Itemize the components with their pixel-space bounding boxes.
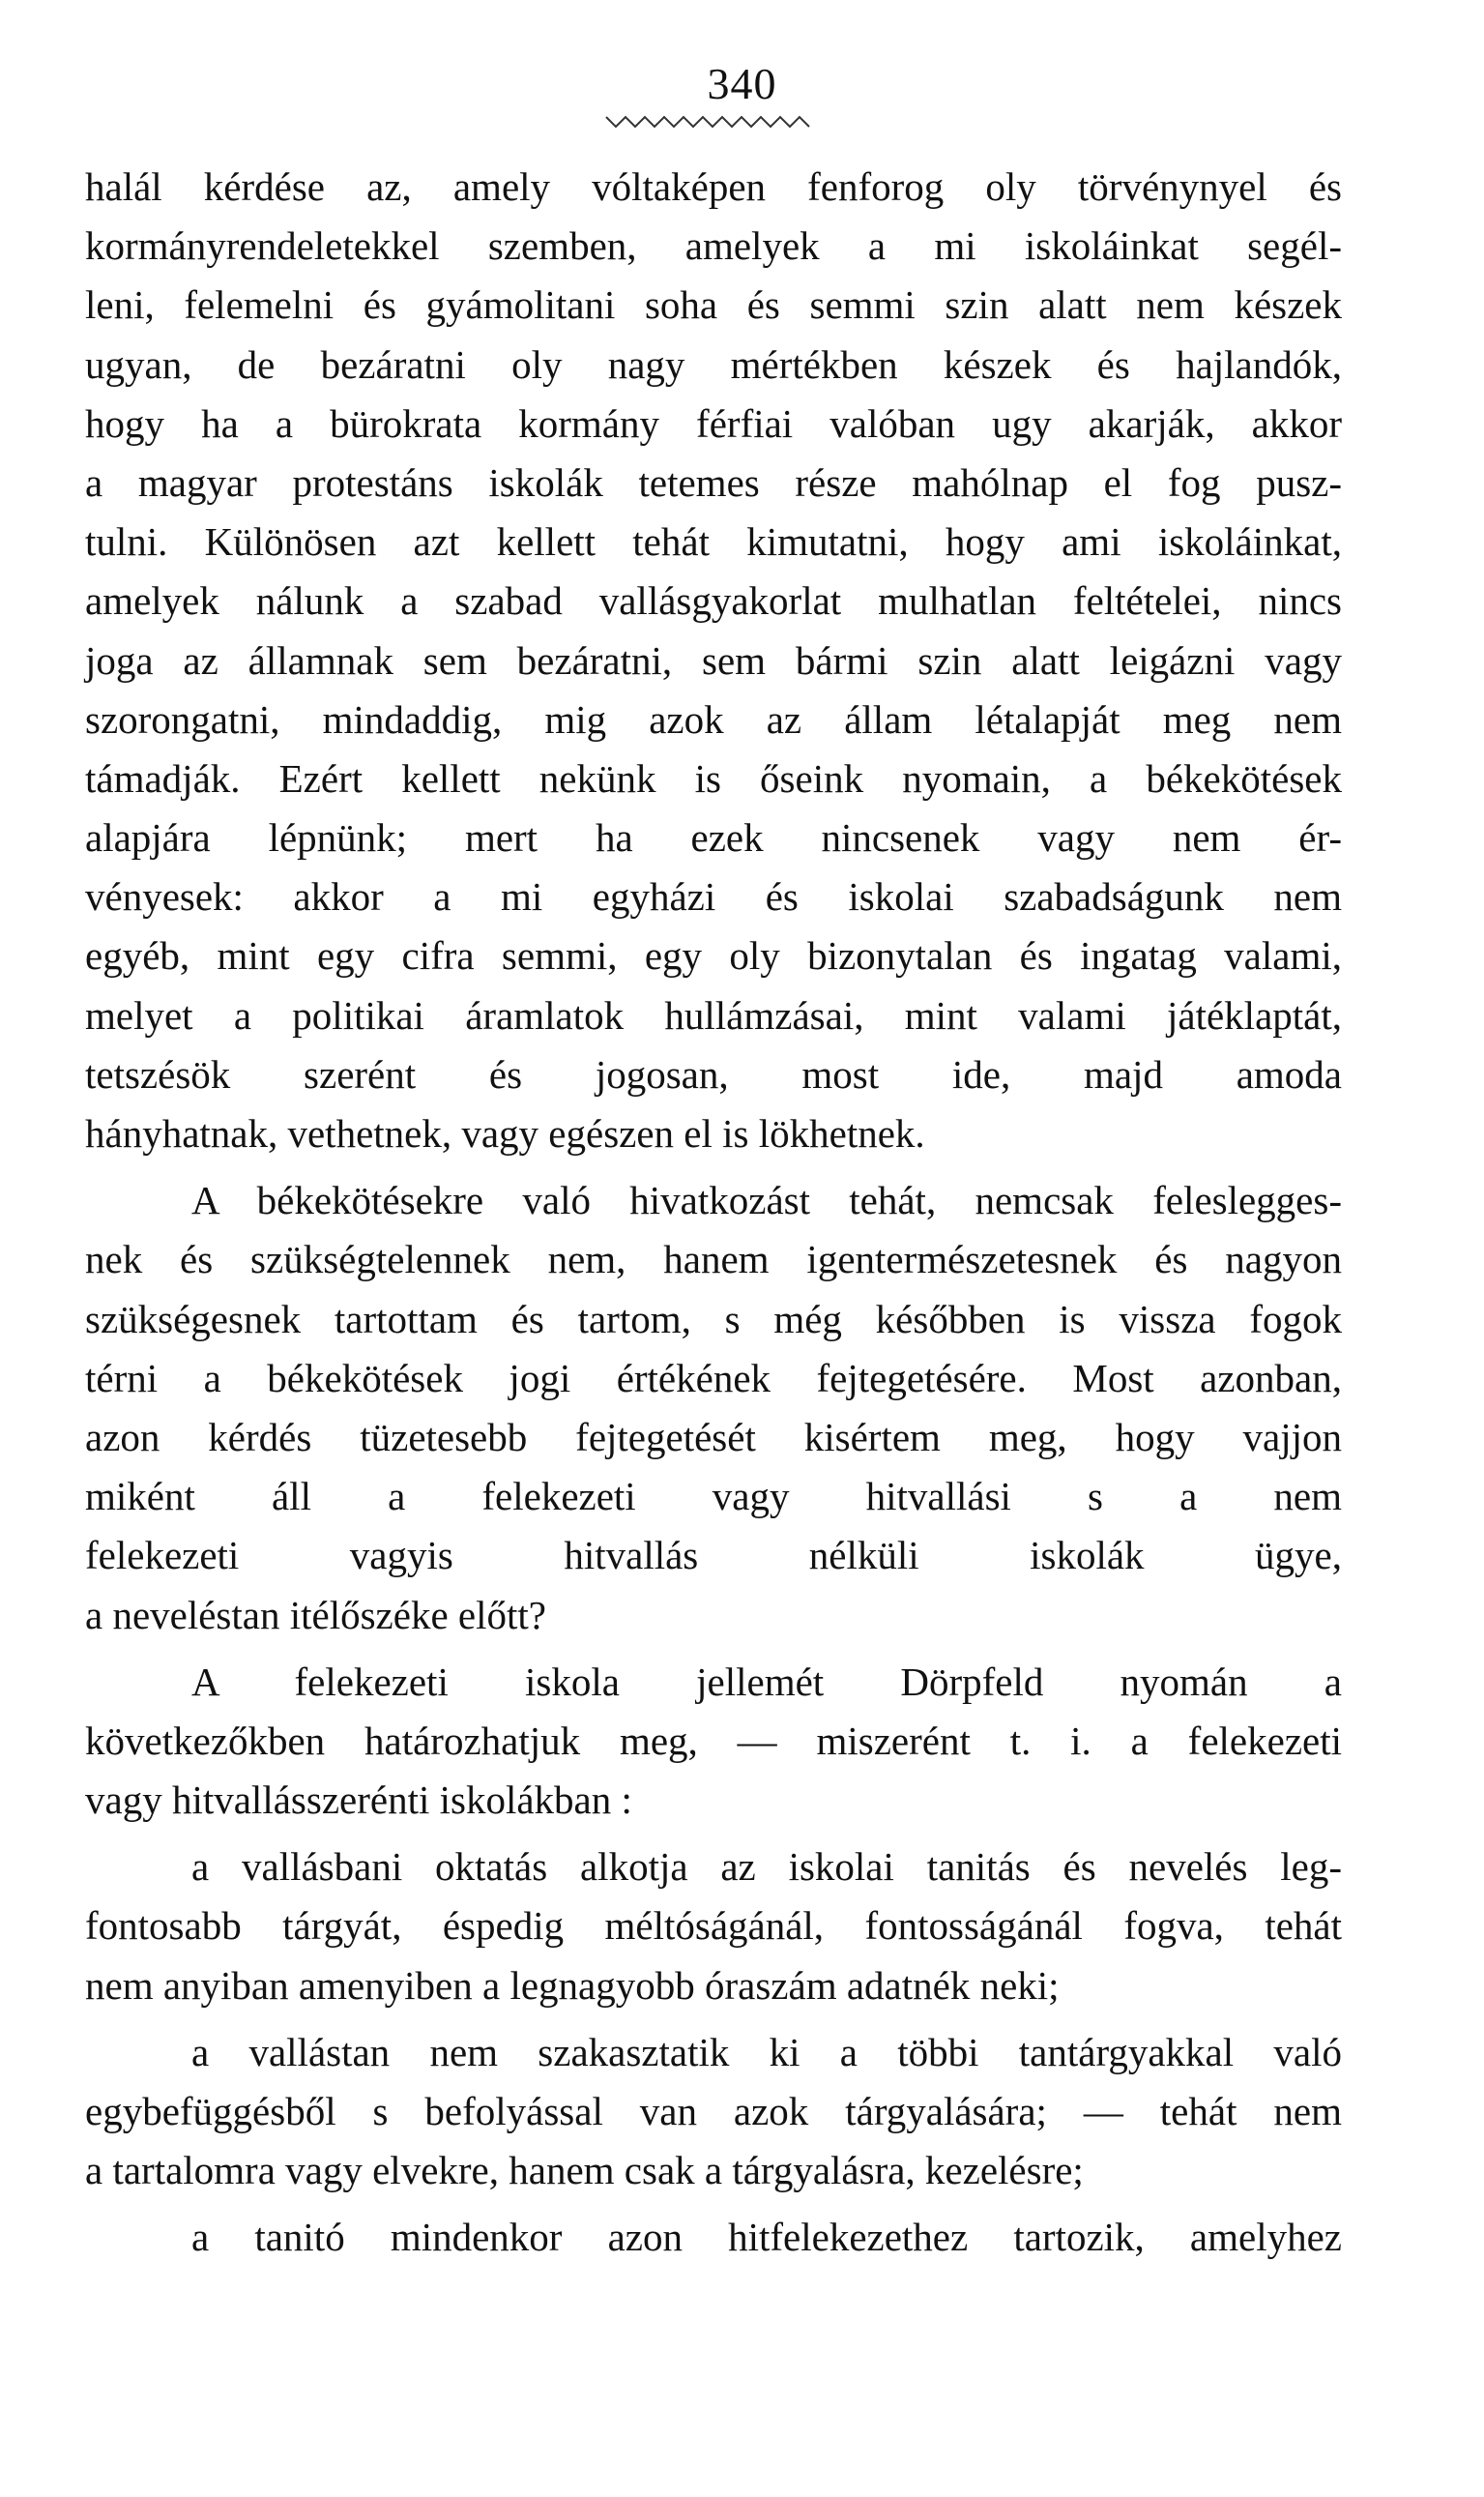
text-line: szorongatni, mindaddig, mig azok az állam létalapját meg nem (85, 696, 1342, 742)
text-line: melyet a politikai áramlatok hullámzásai, mint valami játéklaptát, (85, 992, 1342, 1038)
text-line: nem anyiban amenyiben a legnagyobb óraszám adatnék neki; (85, 1962, 1060, 2008)
text-line: a vallástan nem szakasztatik ki a többi tantárgyakkal való (191, 2029, 1342, 2074)
text-line: A békekötésekre való hivatkozást tehát, nemcsak feleslegges- (191, 1178, 1342, 1223)
text-line: egybefüggésből s befolyással van azok tárgyalására; — tehát nem (85, 2089, 1342, 2133)
text-line: azon kérdés tüzetesebb fejtegetését kisértem meg, hogy vajjon (85, 1414, 1342, 1459)
text-line: vényesek: akkor a mi egyházi és iskolai szabadságunk nem (85, 874, 1342, 920)
text-line: következőkben határozhatjuk meg, — miszerént t. i. a felekezeti (85, 1718, 1342, 1763)
text-line: nek és szükségtelennek nem, hanem igentermészetesnek és nagyon (85, 1237, 1342, 1282)
text-line: ugyan, de bezáratni oly nagy mértékben készek és hajlandók, (85, 341, 1342, 387)
text-line: a magyar protestáns iskolák tetemes része mahólnap el fog pusz- (85, 459, 1342, 505)
text-line: amelyek nálunk a szabad vallásgyakorlat mulhatlan feltételei, nincs (85, 578, 1342, 624)
text-line: alapjára lépnünk; mert ha ezek nincsenek vagy nem ér- (85, 815, 1342, 861)
paragraph-gap (85, 1645, 1342, 1653)
text-line: egyéb, mint egy cifra semmi, egy oly bizonytalan és ingatag valami, (85, 933, 1342, 979)
text-line: joga az államnak sem bezáratni, sem bármi szin alatt leigázni vagy (85, 637, 1342, 683)
text-line: a tartalomra vagy elvekre, hanem csak a tárgyalásra, kezelésre; (85, 2148, 1084, 2193)
paragraph-gap (85, 2200, 1342, 2208)
text-line: a neveléstan itélőszéke előtt? (85, 1592, 546, 1637)
text-line: A felekezeti iskola jellemét Dörpfeld nyomán a (191, 1659, 1342, 1704)
text-line: szükségesnek tartottam és tartom, s még későbben is vissza fogok (85, 1296, 1342, 1341)
text-line: miként áll a felekezeti vagy hitvallási s a nem (85, 1474, 1342, 1519)
page-body (85, 158, 1342, 2268)
text-line: hogy ha a bürokrata kormány férfiai valóban ugy akarják, akkor (85, 400, 1342, 446)
text-line: leni, felemelni és gyámolitani soha és semmi szin alatt nem készek (85, 282, 1342, 328)
text-line: halál kérdése az, amely vóltaképen fenforog oly törvénynyel és (85, 164, 1342, 209)
wavy-ornament-icon (604, 113, 812, 131)
paragraph-gap (85, 2015, 1342, 2023)
paragraph-p6 (85, 2208, 1342, 2267)
text-line: a tanitó mindenkor azon hitfelekezethez tartozik, amelyhez (191, 2215, 1342, 2260)
text-line: tetszésök szerént és jogosan, most ide, majd amoda (85, 1051, 1342, 1097)
paragraph-gap (85, 1163, 1342, 1171)
text-line: fontosabb tárgyát, éspedig méltóságánál, fontosságánál fogva, tehát (85, 1903, 1342, 1949)
text-line: támadják. Ezért kellett nekünk is őseink nyomain, a békekötések (85, 755, 1342, 801)
page-number: 340 (707, 59, 777, 108)
text-line: kormányrendeletekkel szemben, amelyek a mi iskoláinkat segél- (85, 223, 1342, 269)
text-line: a vallásbani oktatás alkotja az iskolai tanitás és nevelés leg- (191, 1844, 1342, 1890)
text-line: térni a békekötések jogi értékének fejtegetésére. Most azonban, (85, 1355, 1342, 1400)
paragraph-p4 (85, 1837, 1342, 2015)
text-line: hányhatnak, vethetnek, vagy egészen el is lökhetnek. (85, 1111, 925, 1156)
text-line: vagy hitvallásszerénti iskolákban : (85, 1777, 632, 1823)
text-line: tulni. Különösen azt kellett tehát kimutatni, hogy ami iskoláinkat, (85, 519, 1342, 565)
paragraph-p3 (85, 1653, 1342, 1831)
paragraph-p2 (85, 1171, 1342, 1645)
paragraph-p5 (85, 2023, 1342, 2201)
paragraph-gap (85, 1830, 1342, 1837)
text-line: felekezeti vagyis hitvallás nélküli iskolák ügye, (85, 1533, 1342, 1578)
paragraph-p1 (85, 158, 1342, 1163)
